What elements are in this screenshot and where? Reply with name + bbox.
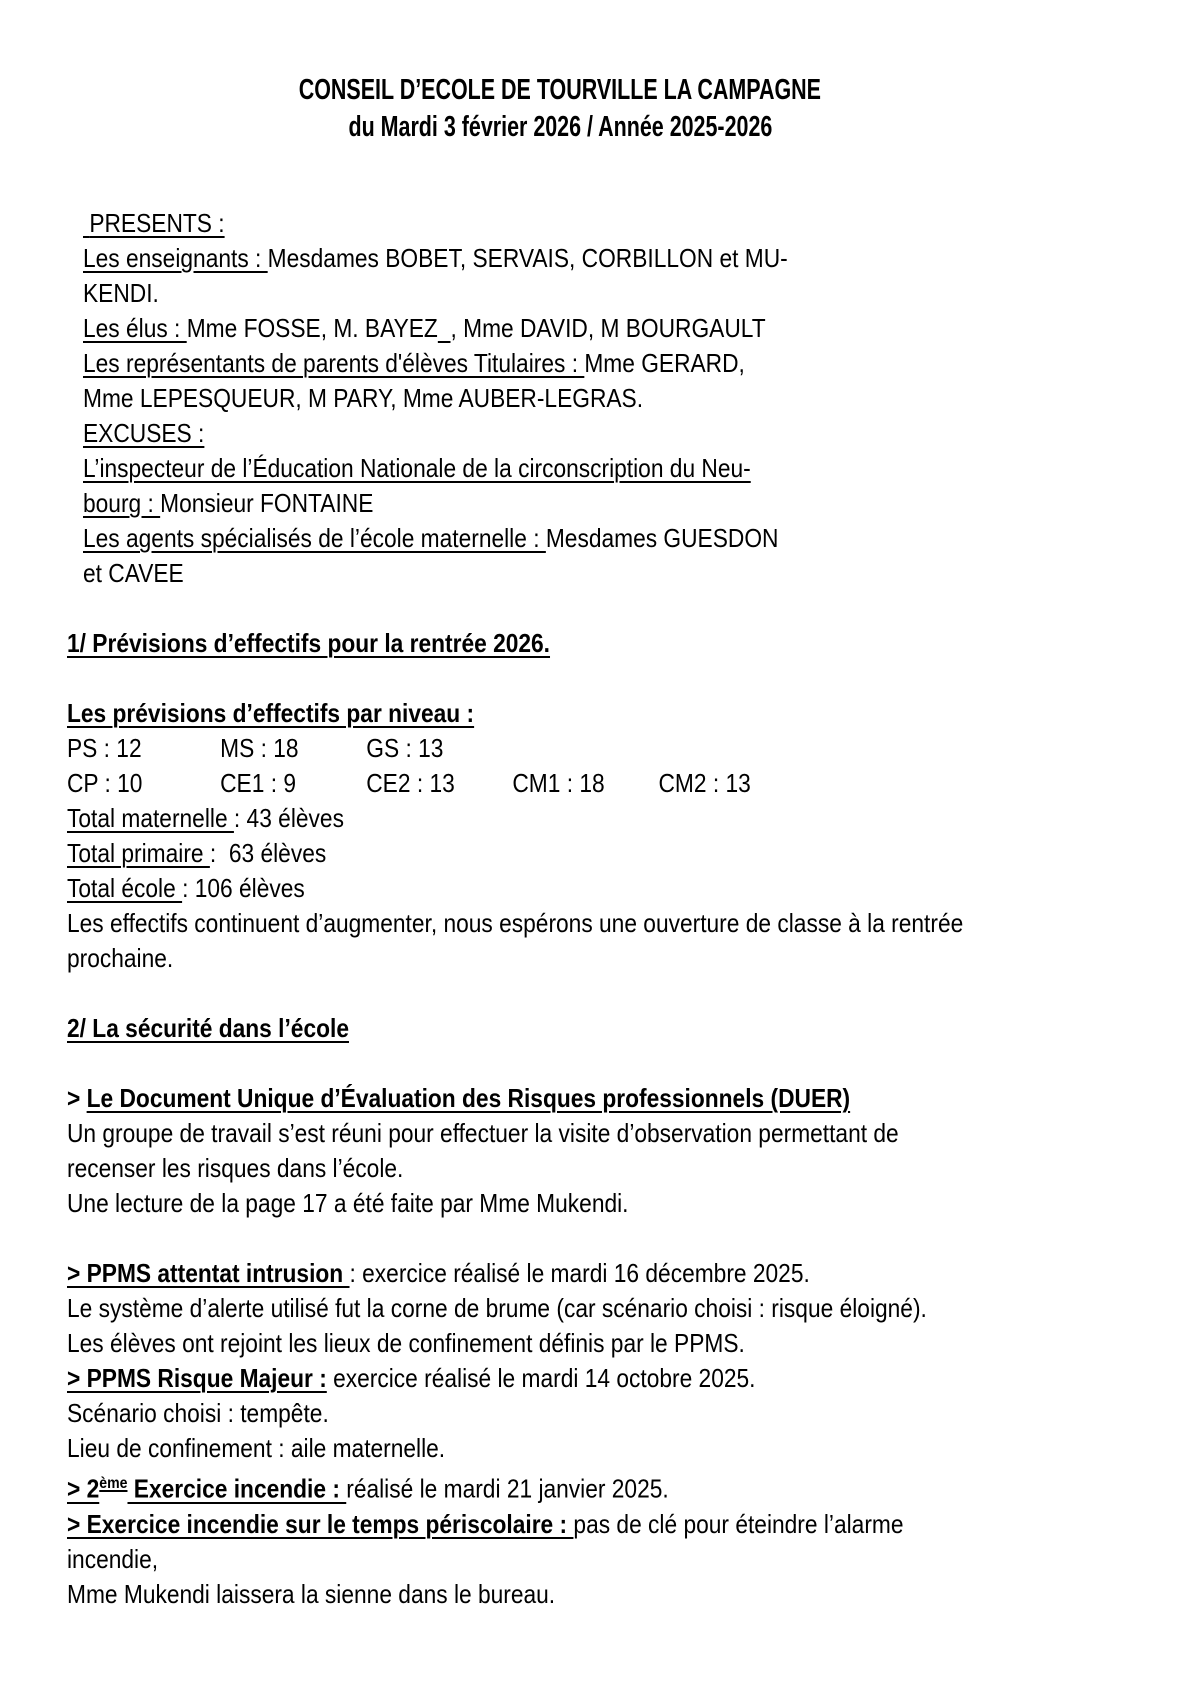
title-line-1: CONSEIL D’ECOLE DE TOURVILLE LA CAMPAGNE: [298, 74, 822, 106]
text-run: PRESENTS :: [83, 208, 225, 238]
duer-heading: [67, 1081, 991, 1116]
text-run: réalisé le mardi 21 janvier 2025.: [346, 1473, 669, 1504]
text-run: 1/ Prévisions d’effectifs pour la rentrée 2026.: [67, 628, 551, 658]
text-run: Les agents spécialisés de l’école maternelle :: [83, 523, 546, 553]
section-2-heading: [67, 1011, 991, 1046]
text-run: Total école: [67, 873, 183, 903]
text-run: Mme LEPESQUEUR, M PARY, Mme AUBER-LEGRAS.: [83, 383, 644, 413]
text-run: [438, 313, 451, 343]
text-run: Mme FOSSE, M. BAYEZ: [186, 313, 438, 343]
text-run: > 2: [67, 1473, 100, 1504]
attendance-block: [83, 206, 993, 591]
effectifs-row-maternelle-cell-2: GS : 13: [366, 733, 444, 763]
text-run: pas de clé pour éteindre l’alarme incendie,: [67, 1508, 910, 1574]
text-run: Monsieur FONTAINE: [160, 488, 374, 518]
text-run: KENDI.: [83, 278, 159, 308]
text-run: Le Document Unique d’Évaluation des Risques professionnels (DUER): [86, 1083, 851, 1113]
ppms-attentat-line: [67, 1256, 991, 1291]
text-run: Les effectifs continuent d’augmenter, nous espérons une ouverture de classe à la rentrée: [67, 908, 964, 938]
text-run: bourg :: [83, 488, 161, 518]
confinement-line: [67, 1326, 991, 1361]
scenario-line: [67, 1396, 991, 1431]
effectifs-row-elementaire-cell-4: CM2 : 13: [658, 768, 751, 798]
text-run: Total maternelle: [67, 803, 234, 833]
text-run: prochaine.: [67, 943, 174, 973]
alerte-line: [67, 1291, 991, 1326]
section-1-heading: [67, 626, 991, 661]
effectifs-row-elementaire-cell-3: CM1 : 18: [512, 768, 605, 798]
text-run: Mme Mukendi laissera la sienne dans le bureau.: [67, 1578, 556, 1609]
text-run: Le système d’alerte utilisé fut la corne de brume (car scénario choisi : risque éloigné).: [67, 1293, 927, 1323]
text-run: recenser les risques dans l’école.: [67, 1153, 404, 1183]
text-run: , Mme DAVID, M BOURGAULT: [450, 313, 766, 343]
text-run: exercice réalisé le mardi 14 octobre 2025.: [326, 1363, 756, 1393]
document-title: [67, 72, 1053, 146]
text-run: > PPMS attentat intrusion: [67, 1258, 350, 1288]
text-run: Exercice incendie :: [127, 1473, 347, 1504]
text-run: >: [67, 1083, 87, 1113]
text-run: Les élus :: [83, 313, 187, 343]
text-run: EXCUSES :: [83, 418, 205, 448]
text-run: : 63 élèves: [209, 838, 327, 868]
effectifs-row-elementaire-cell-1: CE1 : 9: [220, 768, 297, 798]
text-run: Une lecture de la page 17 a été faite par Mme Mukendi.: [67, 1188, 629, 1218]
ppms-risque-majeur-line: [67, 1361, 991, 1396]
duer-lecture: [67, 1186, 991, 1221]
text-run: 2/ La sécurité dans l’école: [67, 1013, 349, 1043]
text-run: Mesdames GUESDON: [545, 523, 779, 553]
effectifs-row-elementaire: [67, 766, 991, 801]
effectifs-subheading: [67, 696, 991, 731]
text-run: Total primaire: [67, 838, 210, 868]
exercice-incendie-line: [67, 1466, 991, 1507]
effectifs-row-maternelle-cell-1: MS : 18: [220, 733, 299, 763]
document-body: [67, 206, 1123, 1612]
text-run: Les élèves ont rejoint les lieux de confinement définis par le PPMS.: [67, 1328, 745, 1358]
text-run: > Exercice incendie sur le temps périscolaire :: [67, 1508, 574, 1539]
title-line-2: du Mardi 3 février 2026 / Année 2025-2026: [348, 111, 772, 143]
effectifs-row-maternelle: [67, 731, 991, 766]
text-run: Mme GERARD,: [584, 348, 745, 378]
text-run: Les représentants de parents d'élèves Titulaires :: [83, 348, 585, 378]
total-maternelle: [67, 801, 991, 836]
text-run: > PPMS Risque Majeur :: [67, 1363, 327, 1393]
effectifs-note: [67, 906, 991, 976]
text-run: Un groupe de travail s’est réuni pour effectuer la visite d’observation permettant de: [67, 1118, 899, 1148]
total-ecole: [67, 871, 991, 906]
text-run: Mesdames BOBET, SERVAIS, CORBILLON et MU-: [267, 243, 788, 273]
lieu-confinement-line: [67, 1431, 991, 1466]
text-run: L’inspecteur de l’Éducation Nationale de la circonscription du Neu-: [83, 453, 751, 483]
text-run: ème: [99, 1474, 128, 1492]
effectifs-row-elementaire-cell-0: CP : 10: [67, 768, 143, 798]
text-run: Scénario choisi : tempête.: [67, 1398, 329, 1428]
text-run: : 43 élèves: [233, 803, 344, 833]
text-run: Les enseignants :: [83, 243, 268, 273]
duer-paragraph: [67, 1116, 991, 1186]
effectifs-row-elementaire-cell-2: CE2 : 13: [366, 768, 455, 798]
text-run: : 106 élèves: [182, 873, 305, 903]
total-primaire: [67, 836, 991, 871]
effectifs-row-maternelle-cell-0: PS : 12: [67, 733, 142, 763]
text-run: Les prévisions d’effectifs par niveau :: [67, 698, 475, 728]
exercice-periscolaire-line: [67, 1507, 991, 1612]
text-run: et CAVEE: [83, 558, 184, 588]
text-run: : exercice réalisé le mardi 16 décembre 2025.: [349, 1258, 810, 1288]
text-run: Lieu de confinement : aile maternelle.: [67, 1433, 446, 1463]
